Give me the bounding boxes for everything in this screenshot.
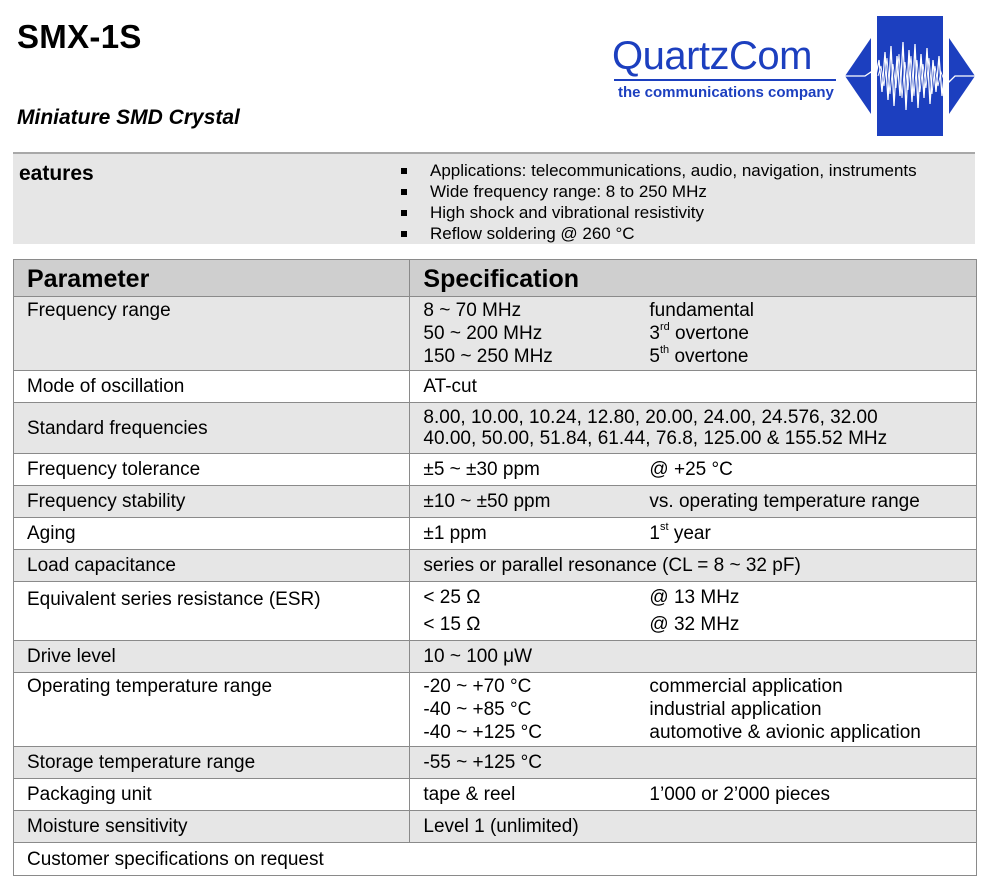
row-label: Standard frequencies <box>27 417 208 439</box>
table-row <box>14 297 977 371</box>
table-row <box>14 641 977 673</box>
row-value: series or parallel resonance (CL = 8 ~ 32 pF) <box>423 555 801 576</box>
features-panel <box>13 152 975 244</box>
table-row <box>14 550 977 582</box>
row-value: 8 ~ 70 MHz fundamental 50 ~ 200 MHz 3rd overtone 150 ~ 250 MHz 5th overtone <box>423 300 754 367</box>
table-row <box>14 486 977 518</box>
row-value: 8.00, 10.00, 10.24, 12.80, 20.00, 24.00, 24.576, 32.00 40.00, 50.00, 51.84, 61.44, 76.8, 125.00 & 155.52 MHz <box>423 407 888 449</box>
row-value: 10 ~ 100 μW <box>423 646 533 667</box>
features-heading: eatures <box>19 162 94 185</box>
feature-item: Reflow soldering @ 260 °C <box>396 223 917 244</box>
logo-tagline: the communications company <box>618 84 834 101</box>
row-value: -20 ~ +70 °C commercial application -40 ~ +85 °C industrial application -40 ~ +125 °C automotive & avionic application <box>423 676 921 743</box>
product-subtitle: Miniature SMD Crystal <box>17 106 240 129</box>
row-label: Storage temperature range <box>27 752 256 773</box>
header-parameter: Parameter <box>27 264 150 293</box>
row-label: Moisture sensitivity <box>27 816 188 837</box>
row-label: Drive level <box>27 646 116 667</box>
row-value: < 25 Ω @ 13 MHz < 15 Ω @ 32 MHz <box>423 587 740 635</box>
logo-rule <box>614 79 836 81</box>
row-label: Aging <box>27 523 76 544</box>
specification-table <box>13 259 977 876</box>
bullet-icon <box>401 168 407 174</box>
table-row <box>14 582 977 641</box>
row-label: Operating temperature range <box>27 676 273 697</box>
table-row <box>14 673 977 747</box>
table-row <box>14 843 977 876</box>
footer-note: Customer specifications on request <box>27 848 324 870</box>
feature-item: Wide frequency range: 8 to 250 MHz <box>396 181 917 202</box>
features-list <box>396 160 917 244</box>
waveform-logo-icon <box>845 16 975 136</box>
row-value: ±1 ppm 1st year <box>423 521 711 544</box>
row-label: Frequency tolerance <box>27 459 201 480</box>
bullet-icon <box>401 210 407 216</box>
bullet-icon <box>401 231 407 237</box>
table-row <box>14 747 977 779</box>
feature-item: Applications: telecommunications, audio, navigation, instruments <box>396 160 917 181</box>
row-label: Load capacitance <box>27 555 176 576</box>
table-row <box>14 454 977 486</box>
row-label: Mode of oscillation <box>27 376 185 397</box>
table-row <box>14 371 977 403</box>
row-value: ±5 ~ ±30 ppm @ +25 °C <box>423 459 733 480</box>
company-logo <box>612 34 838 101</box>
row-label: Frequency stability <box>27 491 186 512</box>
logo-name: QuartzCom <box>612 34 812 78</box>
bullet-icon <box>401 189 407 195</box>
feature-item: High shock and vibrational resistivity <box>396 202 917 223</box>
table-header-row <box>14 260 977 297</box>
product-title: SMX-1S <box>17 18 142 55</box>
header-specification: Specification <box>423 264 579 293</box>
row-label: Packaging unit <box>27 784 152 805</box>
row-value: Level 1 (unlimited) <box>423 816 579 837</box>
row-label: Frequency range <box>27 300 171 321</box>
row-value: AT-cut <box>423 376 477 397</box>
row-value: -55 ~ +125 °C <box>423 752 542 773</box>
table-row <box>14 518 977 550</box>
row-value: ±10 ~ ±50 ppm vs. operating temperature range <box>423 491 920 512</box>
table-row <box>14 779 977 811</box>
table-row <box>14 403 977 454</box>
row-label: Equivalent series resistance (ESR) <box>27 589 321 610</box>
table-row <box>14 811 977 843</box>
row-value: tape & reel 1’000 or 2’000 pieces <box>423 784 831 805</box>
